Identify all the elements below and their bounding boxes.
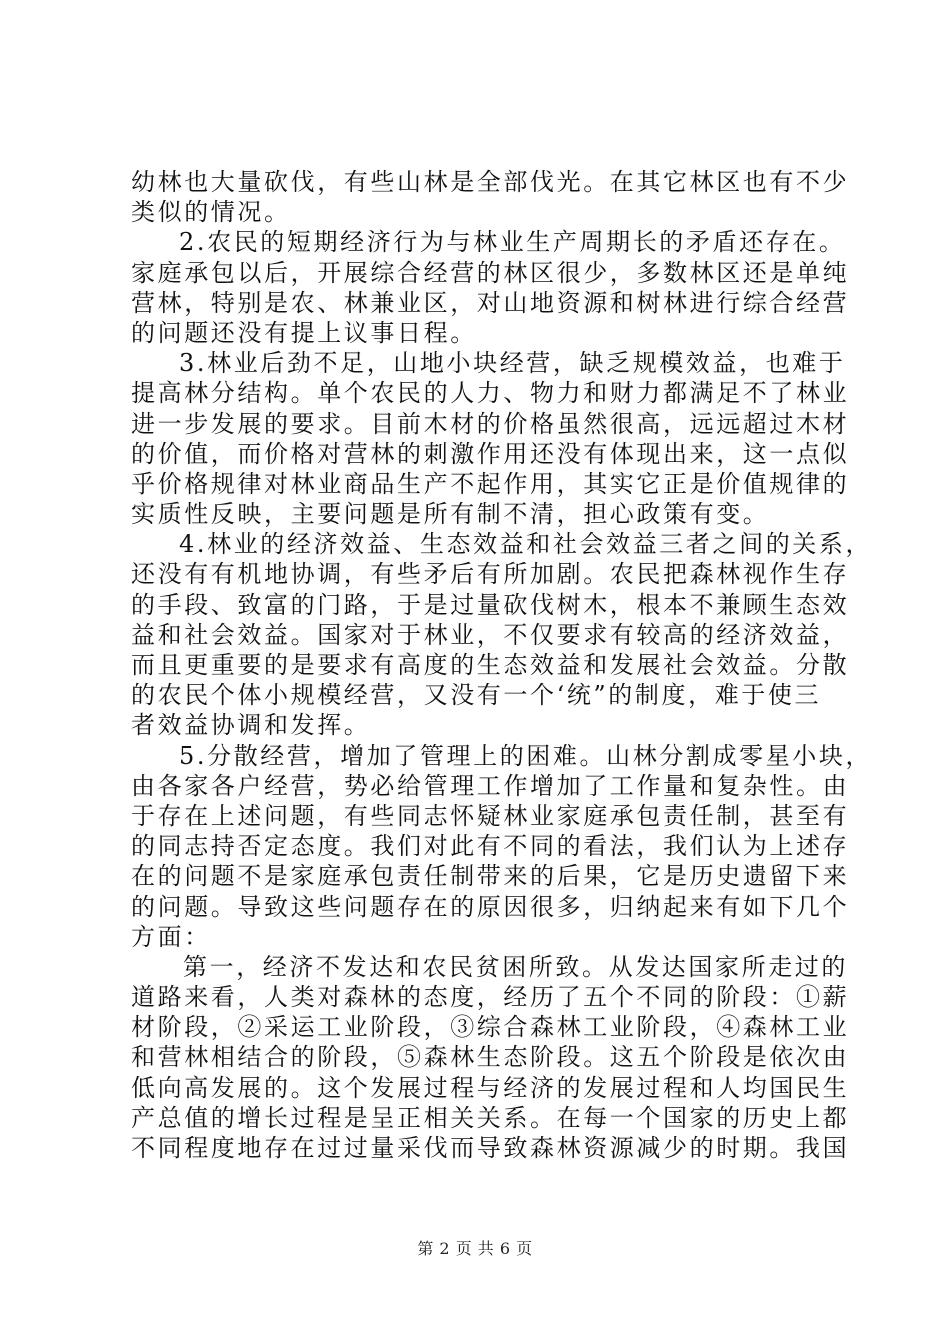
paragraph-start-line: 第一，经济不发达和农民贫困所致。从发达国家所走过的 [183,952,848,981]
paragraph-start-line: 5.分散经营，增加了管理上的困难。山林分割成零星小块， [179,741,873,770]
text-line: 产总值的增长过程是呈正相关关系。在每一个国家的历史上都 [131,1103,850,1132]
text-line: 低向高发展的。这个发展过程与经济的发展过程和人均国民生 [131,1073,850,1102]
text-line: 者效益协调和发挥。 [131,711,371,740]
text-line: 类似的情况。 [131,198,291,227]
text-line: 进一步发展的要求。目前木材的价格虽然很高，远远超过木材 [131,409,850,438]
text-line: 而且更重要的是要求有高度的生态效益和发展社会效益。分散 [131,651,850,679]
text-line: 的手段、致富的门路，于是过量砍伐树木，根本不兼顾生态效 [131,590,850,619]
text-line: 的问题还没有提上议事日程。 [131,318,477,347]
text-line: 的问题。导致这些问题存在的原因很多，归纳起来有如下几个 [131,892,850,921]
text-line: 由各家各户经营，势必给管理工作增加了工作量和复杂性。由 [131,771,850,800]
text-line: 营林，特别是农、林兼业区，对山地资源和树林进行综合经营 [131,288,850,317]
text-line: 实质性反映，主要问题是所有制不清，担心政策有变。 [131,500,770,529]
paragraph-start-line: 4.林业的经济效益、生态效益和社会效益三者之间的关系， [179,530,873,559]
text-line: 道路来看，人类对森林的态度，经历了五个不同的阶段：①薪 [131,983,850,1012]
text-line: 方面： [131,922,211,951]
text-line: 益和社会效益。国家对于林业，不仅要求有较高的经济效益， [131,620,850,649]
text-line: 的同志持否定态度。我们对此有不同的看法，我们认为上述存 [131,832,850,861]
text-line: 还没有有机地协调，有些矛后有所加剧。农民把森林视作生存 [131,560,850,589]
paragraph-start-line: 3.林业后劲不足，山地小块经营，缺乏规模效益，也难于 [179,349,846,378]
text-line: 材阶段，②采运工业阶段，③综合森林工业阶段，④森林工业 [131,1013,850,1042]
text-line: 的农民个体小规模经营，又没有一个‘统”的制度，难于使三 [131,681,822,710]
text-line: 提高林分结构。单个农民的人力、物力和财力都满足不了林业 [131,379,850,408]
text-line: 幼林也大量砍伐，有些山林是全部伐光。在其它林区也有不少 [131,168,850,196]
text-line: 在的问题不是家庭承包责任制带来的后果，它是历史遗留下来 [131,862,850,891]
document-body [131,167,873,1163]
text-line: 和营林相结合的阶段，⑤森林生态阶段。这五个阶段是依次由 [131,1043,850,1072]
text-line: 的价值，而价格对营林的刺激作用还没有体现出来，这一点似 [131,439,850,468]
text-line: 不同程度地存在过过量采伐而导致森林资源减少的时期。我国 [131,1134,850,1162]
text-line: 于存在上述问题，有些同志怀疑林业家庭承包责任制，甚至有 [131,801,850,830]
text-line: 乎价格规律对林业商品生产不起作用，其实它正是价值规律的 [131,469,850,498]
paragraph-start-line: 2.农民的短期经济行为与林业生产周期长的矛盾还存在。 [179,228,846,257]
page-number-footer: 第 2 页 共 6 页 [417,1239,533,1258]
text-line: 家庭承包以后，开展综合经营的林区很少，多数林区还是单纯 [131,258,850,287]
